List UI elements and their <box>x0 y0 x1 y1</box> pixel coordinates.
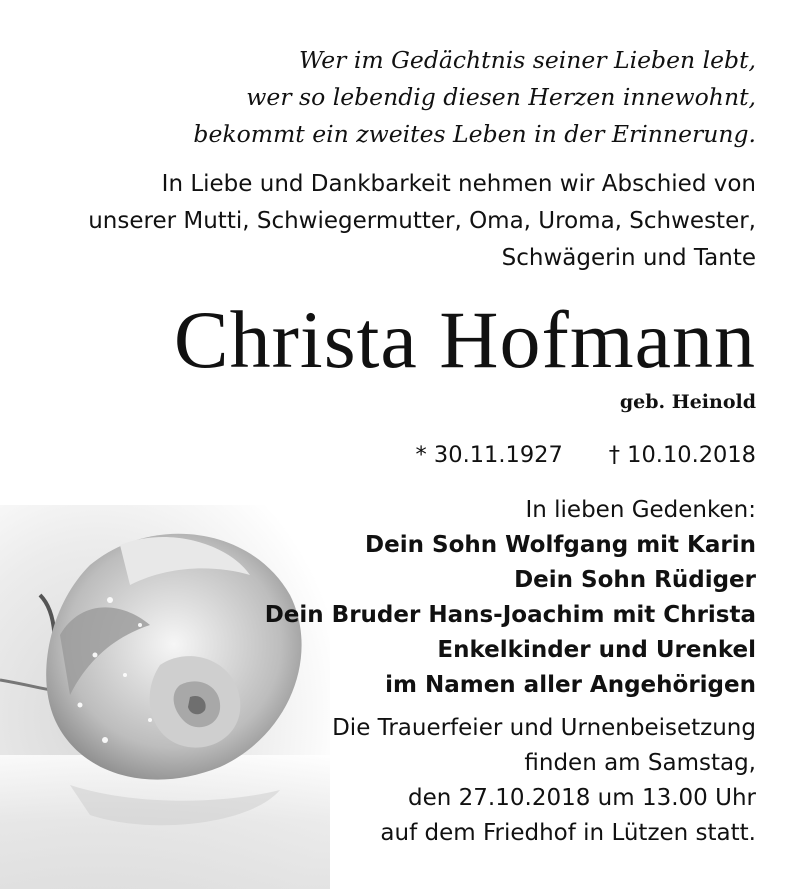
birth-date: * 30.11.1927 <box>415 442 563 468</box>
poem-line: bekommt ein zweites Leben in der Erinnerung. <box>193 120 756 148</box>
poem-quote <box>193 42 756 153</box>
mourner-entry: Dein Bruder Hans-Joachim mit Christa <box>264 602 756 628</box>
service-line: finden am Samstag, <box>524 750 756 776</box>
mourner-entry: Dein Sohn Wolfgang mit Karin <box>365 532 756 558</box>
maiden-name: geb. Heinold <box>619 391 756 413</box>
service-line: auf dem Friedhof in Lützen statt. <box>380 820 756 846</box>
deceased-name: Christa Hofmann <box>173 294 756 385</box>
poem-line: Wer im Gedächtnis seiner Lieben lebt, <box>299 46 756 74</box>
poem-line: wer so lebendig diesen Herzen innewohnt, <box>246 83 756 111</box>
intro-text <box>88 166 756 277</box>
mourners-list <box>265 493 756 703</box>
life-dates <box>416 437 756 473</box>
service-line: den 27.10.2018 um 13.00 Uhr <box>408 785 756 811</box>
death-date: † 10.10.2018 <box>608 442 756 468</box>
service-line: Die Trauerfeier und Urnenbeisetzung <box>332 715 756 741</box>
service-info <box>332 711 756 851</box>
intro-line: Schwägerin und Tante <box>501 245 756 271</box>
intro-line: unserer Mutti, Schwiegermutter, Oma, Uroma, Schwester, <box>88 208 756 234</box>
mourner-entry: Enkelkinder und Urenkel <box>437 637 756 663</box>
mourner-entry: im Namen aller Angehörigen <box>385 672 756 698</box>
mourners-heading: In lieben Gedenken: <box>525 497 756 523</box>
intro-line: In Liebe und Dankbarkeit nehmen wir Abschied von <box>161 171 756 197</box>
mourner-entry: Dein Sohn Rüdiger <box>514 567 756 593</box>
